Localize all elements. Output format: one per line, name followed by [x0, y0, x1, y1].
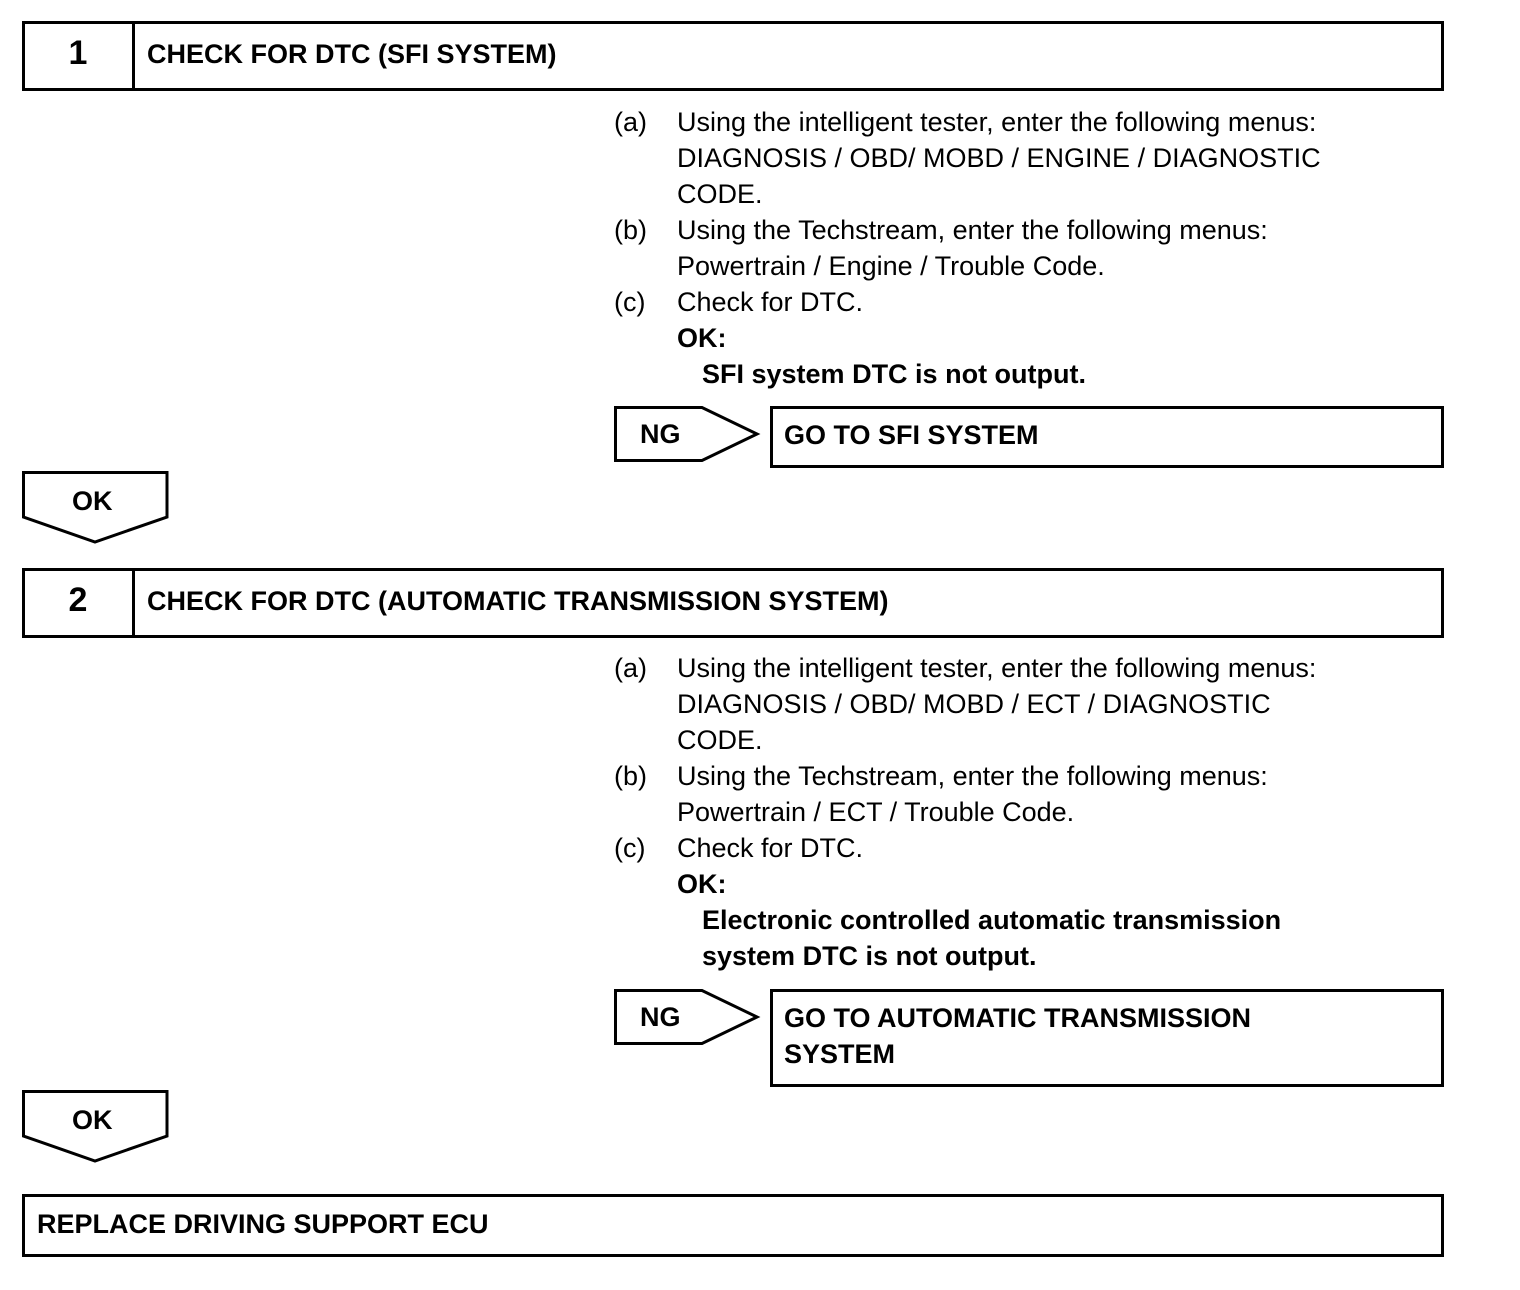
- step-1-title: CHECK FOR DTC (SFI SYSTEM): [147, 39, 557, 69]
- proc-line: Powertrain / ECT / Trouble Code.: [677, 797, 1075, 827]
- step-1-ng-label: NG: [640, 419, 681, 449]
- proc-line: DIAGNOSIS / OBD/ MOBD / ECT / DIAGNOSTIC: [677, 689, 1271, 719]
- proc-label: (c): [614, 287, 646, 317]
- ok-condition: Electronic controlled automatic transmission: [702, 905, 1282, 935]
- ok-heading: OK:: [677, 869, 727, 899]
- step-1-proc-a: [614, 104, 1434, 212]
- result-line: SYSTEM: [784, 1039, 896, 1069]
- ok-condition: SFI system DTC is not output.: [702, 359, 1087, 389]
- step-2-ng-label: NG: [640, 1002, 681, 1032]
- step-1-proc-b: [614, 212, 1434, 284]
- step-2-ok-label: OK: [72, 1105, 113, 1135]
- step-1-proc-c: [614, 284, 1434, 392]
- proc-line: Using the Techstream, enter the following menus:: [677, 215, 1268, 245]
- proc-line: CODE.: [677, 179, 763, 209]
- final-action: REPLACE DRIVING SUPPORT ECU: [37, 1209, 489, 1239]
- ok-condition: system DTC is not output.: [702, 941, 1037, 971]
- step-1-number: 1: [68, 34, 88, 72]
- ok-heading: OK:: [677, 323, 727, 353]
- proc-line: Check for DTC.: [677, 833, 864, 863]
- step-2-proc-b: [614, 758, 1434, 830]
- result-line: GO TO SFI SYSTEM: [784, 420, 1039, 450]
- result-line: GO TO AUTOMATIC TRANSMISSION: [784, 1003, 1252, 1033]
- step-1-ok-label: OK: [72, 486, 113, 516]
- proc-label: (a): [614, 653, 647, 683]
- step-2-ng-arrow: [614, 989, 764, 1049]
- proc-label: (a): [614, 107, 647, 137]
- proc-line: Using the intelligent tester, enter the following menus:: [677, 653, 1317, 683]
- proc-line: Check for DTC.: [677, 287, 864, 317]
- step-1-procedure: [614, 104, 1434, 392]
- step-2-proc-a: [614, 650, 1434, 758]
- proc-line: Using the Techstream, enter the following menus:: [677, 761, 1268, 791]
- proc-line: CODE.: [677, 725, 763, 755]
- proc-line: DIAGNOSIS / OBD/ MOBD / ENGINE / DIAGNOSTIC: [677, 143, 1321, 173]
- step-2-procedure: [614, 650, 1434, 974]
- proc-line: Using the intelligent tester, enter the following menus:: [677, 107, 1317, 137]
- step-2-proc-c: [614, 830, 1434, 974]
- proc-label: (b): [614, 761, 647, 791]
- proc-line: Powertrain / Engine / Trouble Code.: [677, 251, 1105, 281]
- step-1-ng-arrow: [614, 406, 764, 466]
- step-2-title: CHECK FOR DTC (AUTOMATIC TRANSMISSION SYSTEM): [147, 586, 889, 616]
- step-2-ng-result: [784, 1000, 1251, 1072]
- proc-label: (c): [614, 833, 646, 863]
- step-2-number: 2: [68, 581, 88, 619]
- step-1-ng-result: [784, 417, 1039, 453]
- proc-label: (b): [614, 215, 647, 245]
